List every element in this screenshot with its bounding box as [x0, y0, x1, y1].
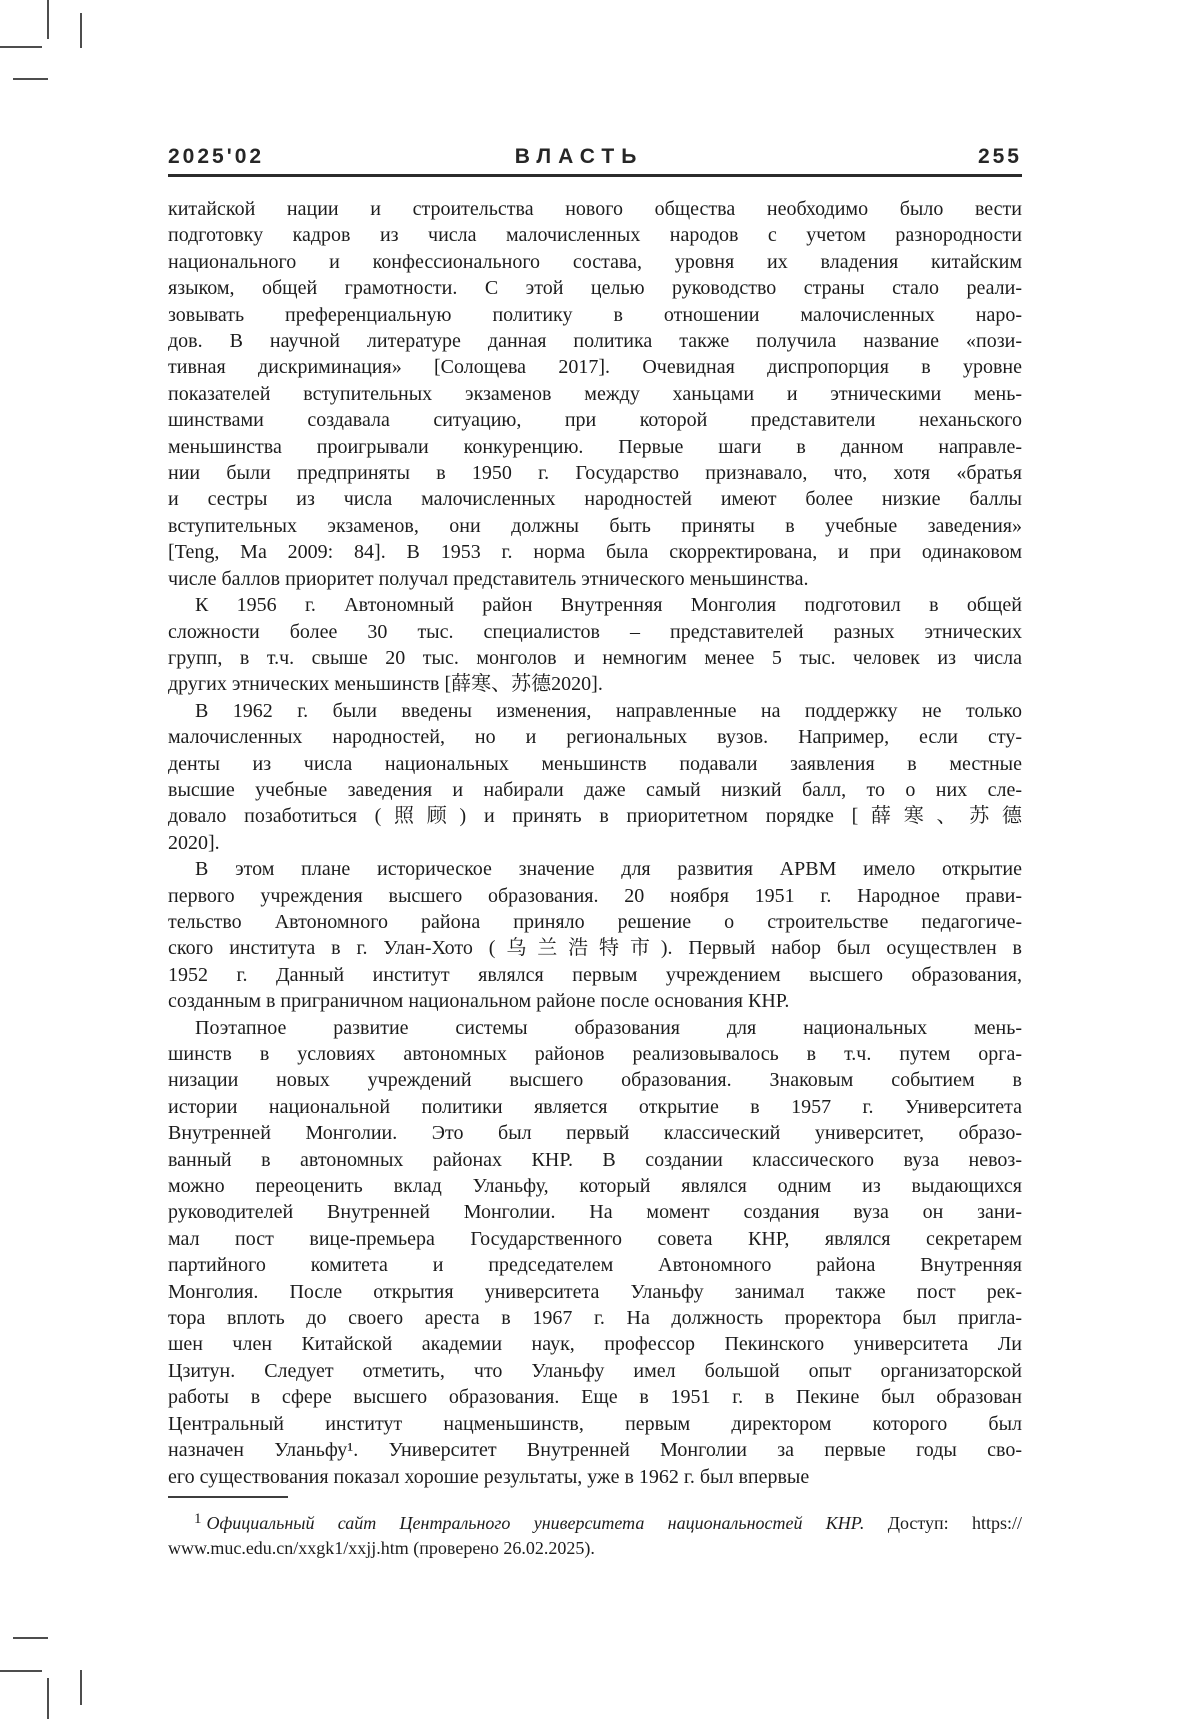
crop-mark — [47, 0, 49, 39]
text-line: дов. В научной литературе данная политика также получила название «пози- — [168, 330, 1022, 353]
text-line: шен член Китайской академии наук, профессор Пекинского университета Ли — [168, 1333, 1022, 1356]
footnote — [168, 1507, 1022, 1561]
footnote-line — [168, 1536, 1022, 1561]
page-content — [168, 0, 1022, 1561]
text-line: В этом плане историческое значение для развития АРВМ имело открытие — [195, 858, 1022, 881]
text-line: нии были предприняты в 1950 г. Государство признавало, что, хотя «братья — [168, 462, 1022, 485]
text-line: назначен Уланьфу¹. Университет Внутренней Монголии за первые годы сво- — [168, 1439, 1022, 1462]
crop-mark — [0, 1670, 42, 1672]
text-line: ского института в г. Улан-Хото (乌兰浩特市). Первый набор был осуществлен в — [168, 937, 1022, 960]
footnote-text: Официальный сайт Центрального университета национальностей КНР. — [206, 1512, 865, 1533]
text-line: руководителей Внутренней Монголии. На момент создания вуза он зани- — [168, 1201, 1022, 1224]
header-page-number: 255 — [977, 145, 1022, 168]
text-line: первого учреждения высшего образования. 20 ноября 1951 г. Народное прави- — [168, 884, 1022, 907]
footnote-separator — [168, 1496, 288, 1498]
crop-mark — [47, 1678, 49, 1719]
crop-mark — [13, 78, 48, 80]
text-line: национального и конфессионального состава, уровня их владения китайским — [168, 250, 1022, 273]
paragraph — [168, 592, 1022, 698]
text-line: работы в сфере высшего образования. Еще в 1951 г. в Пекине был образован — [168, 1386, 1022, 1409]
header-rule — [168, 174, 1022, 177]
text-line: 2020]. — [168, 831, 220, 854]
text-line: числе баллов приоритет получал представитель этнического меньшинства. — [168, 567, 809, 590]
text-line: В 1962 г. были введены изменения, направленные на поддержку не только — [195, 699, 1022, 722]
text-line: истории национальной политики является открытие в 1957 г. Университета — [168, 1095, 1022, 1118]
text-line: и сестры из числа малочисленных народностей имеют более низкие баллы — [168, 488, 1022, 511]
text-line: созданным в приграничном национальном районе после основания КНР. — [168, 990, 790, 1013]
running-header — [168, 145, 1022, 169]
text-line: шинствами создавала ситуацию, при которой представители неханьского — [168, 409, 1022, 432]
text-line: Монголия. После открытия университета Уланьфу занимал также пост рек- — [168, 1280, 1022, 1303]
footnote-line — [168, 1507, 1022, 1536]
crop-mark — [80, 1670, 82, 1705]
text-line: тельство Автономного района приняло решение о строительстве педагогиче- — [168, 910, 1022, 933]
text-line: шинств в условиях автономных районов реализовывалось в т.ч. путем орга- — [168, 1043, 1022, 1065]
footnote-text: Доступ: https:// — [864, 1512, 1022, 1533]
paragraph — [168, 196, 1022, 592]
paragraph — [168, 698, 1022, 856]
text-line: сложности более 30 тыс. специалистов – представителей разных этнических — [168, 620, 1022, 643]
text-line: тивная дискриминация» [Солощева 2017]. Очевидная диспропорция в уровне — [168, 356, 1022, 379]
text-line: Цзитун. Следует отметить, что Уланьфу имел большой опыт организаторской — [168, 1359, 1022, 1382]
text-line: [Teng, Ma 2009: 84]. В 1953 г. норма была скорректирована, и при одинаковом — [168, 541, 1022, 564]
text-line: показателей вступительных экзаменов между ханьцами и этническими мень- — [168, 382, 1022, 405]
footnote-marker: 1 — [194, 1510, 202, 1527]
text-line: его существования показал хорошие результаты, уже в 1962 г. был впервые — [168, 1465, 810, 1488]
text-line: Поэтапное развитие системы образования для национальных мень- — [195, 1016, 1022, 1039]
text-line: языком, общей грамотности. С этой целью руководство страны стало реали- — [168, 277, 1022, 300]
crop-mark — [13, 1637, 48, 1639]
paragraph — [168, 1015, 1022, 1490]
text-line: меньшинства проигрывали конкуренцию. Первые шаги в данном направле- — [168, 435, 1022, 458]
footnote-text: www.muc.edu.cn/xxgk1/xxjj.htm (проверено 26.02.2025). — [168, 1537, 595, 1558]
article-body — [168, 196, 1022, 1490]
text-line: мал пост вице-премьера Государственного совета КНР, являлся секретарем — [168, 1227, 1022, 1250]
text-line: Центральный институт нацменьшинств, первым директором которого был — [168, 1412, 1022, 1435]
text-line: денты из числа национальных меньшинств подавали заявления в местные — [168, 752, 1022, 775]
text-line: тора вплоть до своего ареста в 1967 г. На должность проректора был пригла- — [168, 1307, 1022, 1330]
text-line: довало позаботиться (照顾) и принять в приоритетном порядке [薛寒、苏德 — [168, 805, 1022, 828]
paragraph — [168, 856, 1022, 1014]
crop-mark — [0, 46, 42, 48]
text-line: К 1956 г. Автономный район Внутренняя Монголия подготовил в общей — [195, 594, 1022, 617]
text-line: подготовку кадров из числа малочисленных народов с учетом разнородности — [168, 224, 1022, 247]
text-line: малочисленных народностей, но и региональных вузов. Например, если сту- — [168, 726, 1022, 749]
text-line: зовывать преференциальную политику в отношении малочисленных наро- — [168, 303, 1022, 326]
text-line: партийного комитета и председателем Автономного района Внутренняя — [168, 1254, 1022, 1277]
text-line: низации новых учреждений высшего образования. Знаковым событием в — [168, 1069, 1022, 1092]
text-line: групп, в т.ч. свыше 20 тыс. монголов и немногим менее 5 тыс. человек из числа — [168, 646, 1022, 669]
header-issue: 2025'02 — [168, 145, 265, 168]
text-line: можно переоценить вклад Уланьфу, который являлся одним из выдающихся — [168, 1175, 1022, 1198]
text-line: Внутренней Монголии. Это был первый классический университет, образо- — [168, 1122, 1022, 1145]
text-line: вступительных экзаменов, они должны быть приняты в учебные заведения» — [168, 514, 1022, 537]
crop-mark — [80, 13, 82, 48]
text-line: высшие учебные заведения и набирали даже самый низкий балл, то о них сле- — [168, 778, 1022, 801]
text-line: ванный в автономных районах КНР. В создании классического вуза невоз- — [168, 1148, 1022, 1171]
text-line: 1952 г. Данный институт являлся первым учреждением высшего образования, — [168, 963, 1022, 986]
header-journal-title: ВЛАСТЬ — [514, 145, 644, 168]
text-line: китайской нации и строительства нового общества необходимо было вести — [168, 198, 1022, 220]
text-line: других этнических меньшинств [薛寒、苏德2020]. — [168, 673, 603, 696]
